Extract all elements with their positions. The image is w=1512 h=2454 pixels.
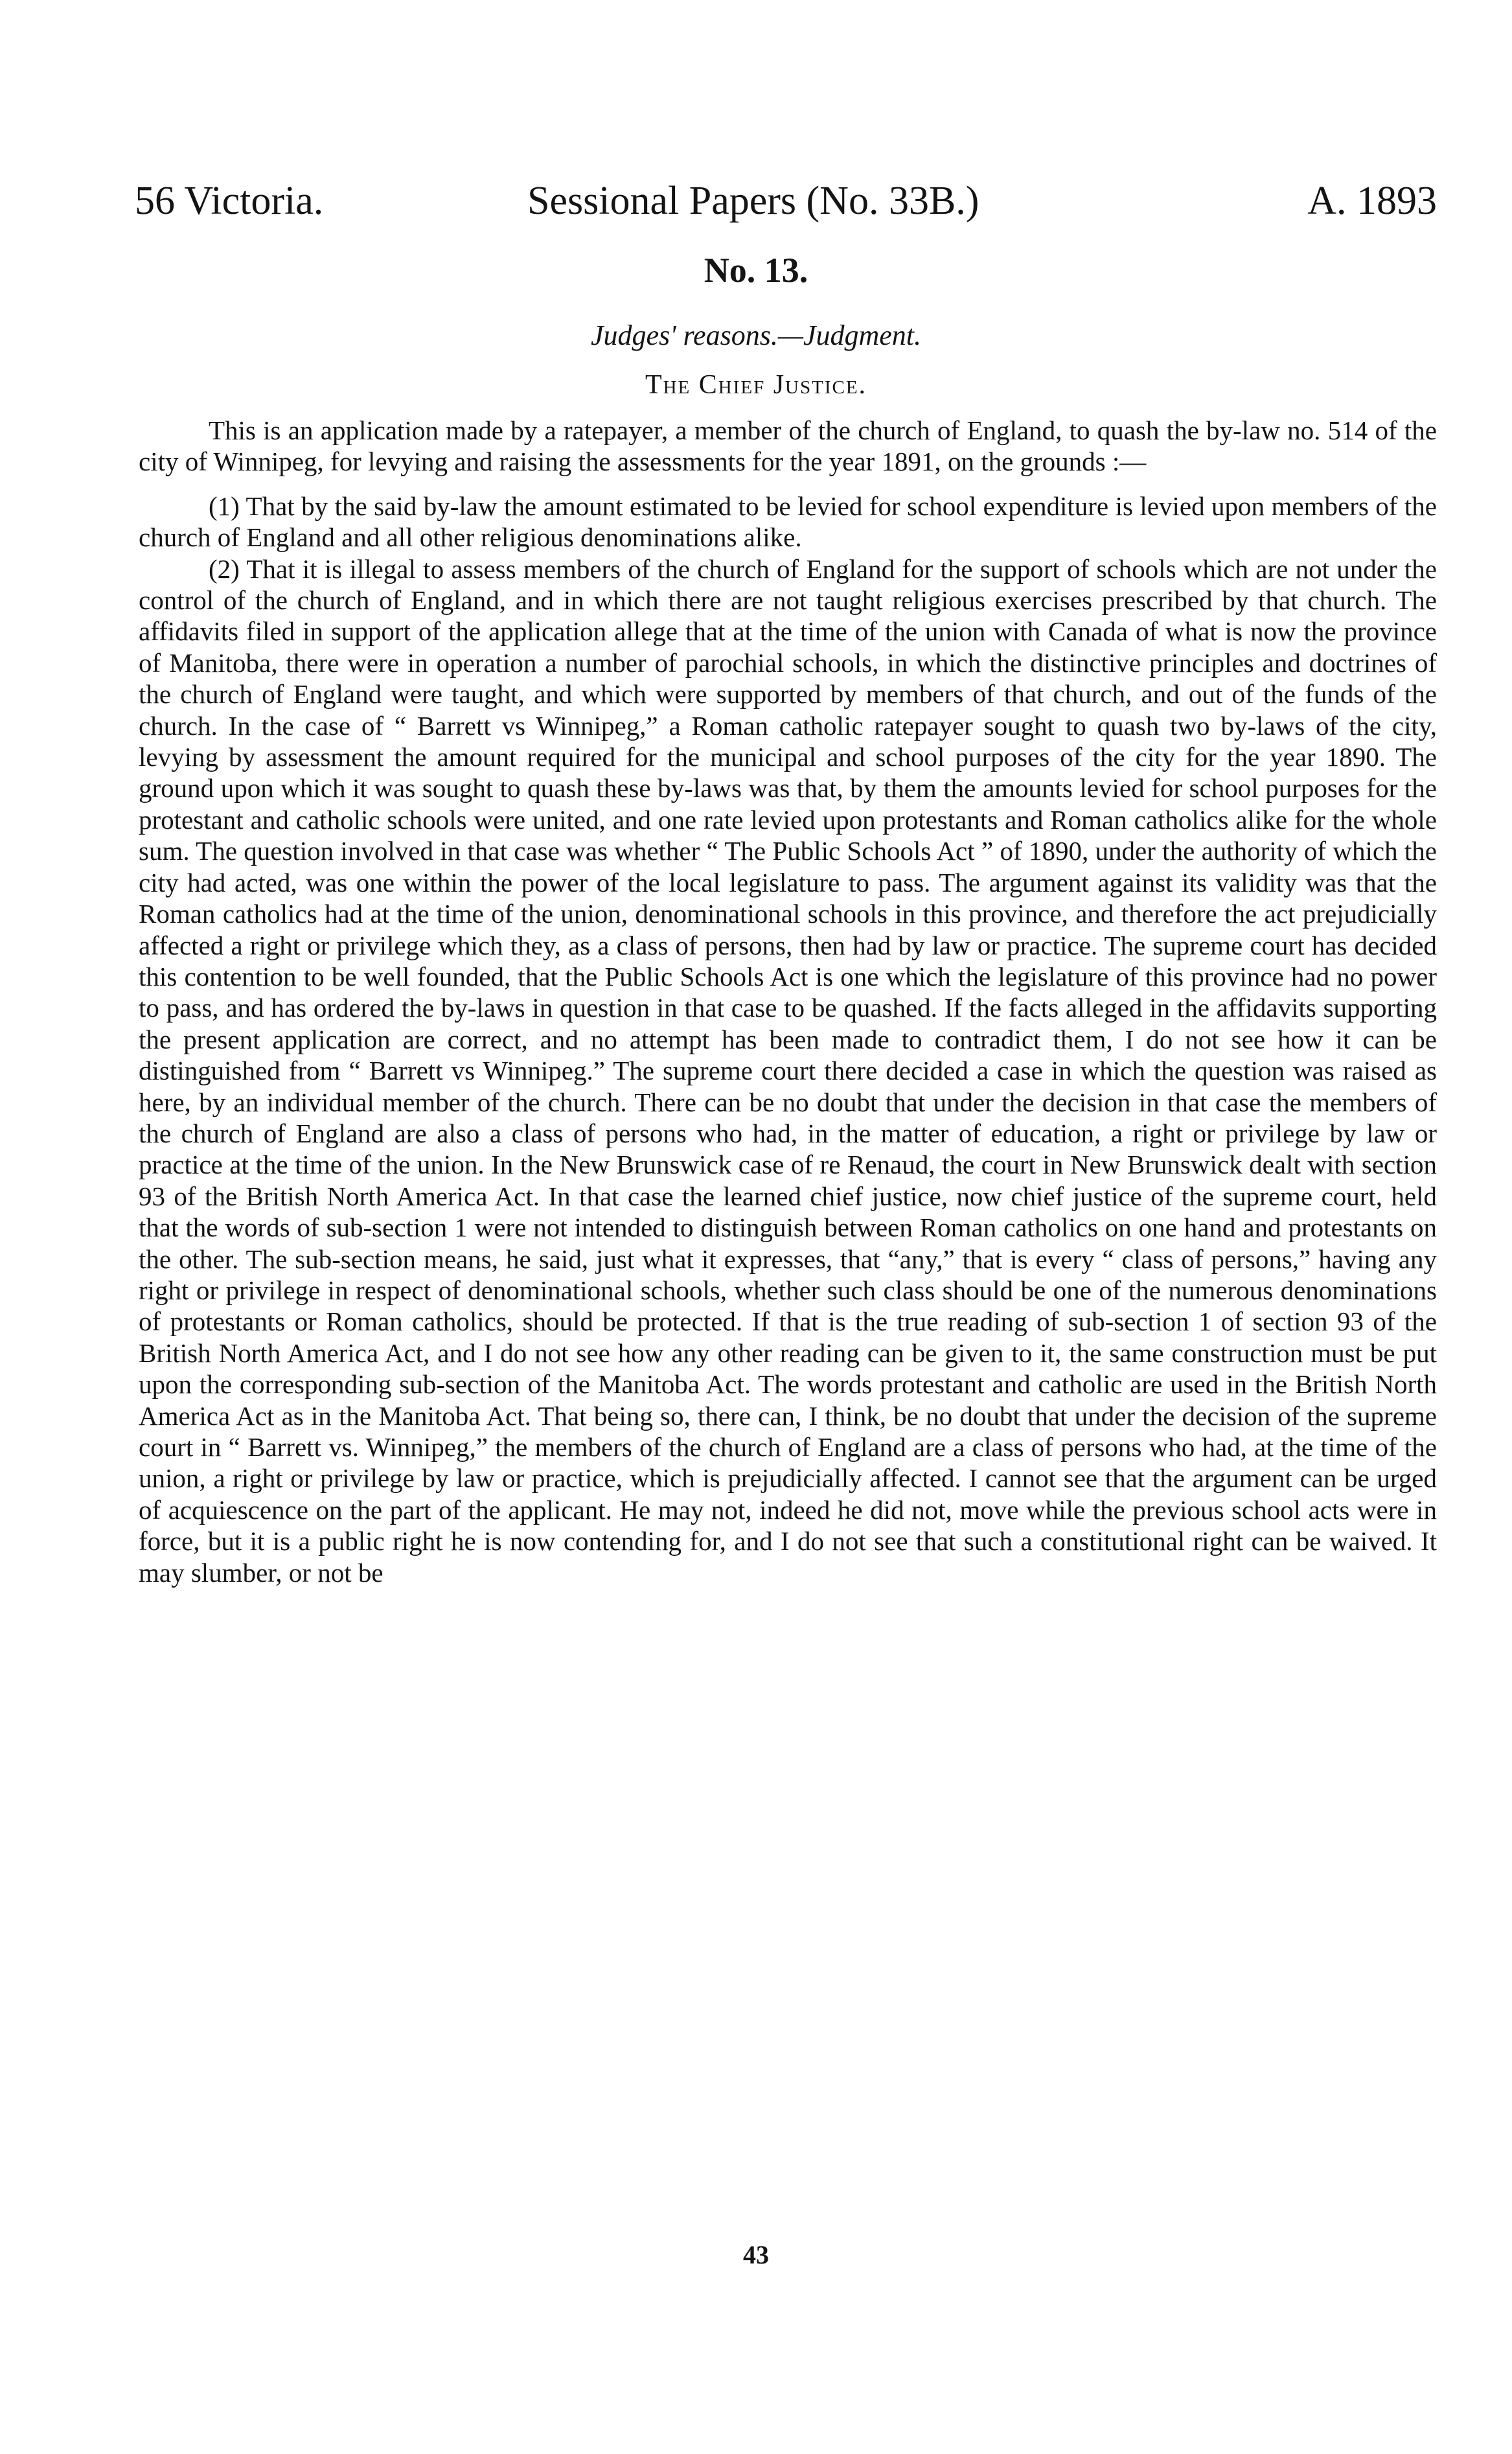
paragraph-intro: This is an application made by a ratepayer, a member of the church of England, to quash the by-law no. 514 of the city of Winnipeg, for levying and raising the assessments for the year 1891, on the grounds :— xyxy=(139,415,1437,477)
sessional-papers-title: Sessional Papers (No. 33B.) xyxy=(527,179,979,223)
section-heading: The Chief Justice. xyxy=(645,370,867,400)
running-header xyxy=(135,175,1437,227)
paragraph-ground-2: (2) That it is illegal to assess members of the church of England for the support of schools which are not under the control of the church of England, and in which there are not taught religious exercises prescribed by that church. The affidavits filed in support of the application allege that at the time of the union with Canada of what is now the province of Manitoba, there were in operation a number of parochial schools, in which the distinctive principles and doctrines of the church of England were taught, and which were supported by members of that church, and out of the funds of the church. In the case of “ Barrett vs Winnipeg,” a Roman catholic ratepayer sought to quash two by-laws of the city, levying by assessment the amount required for the municipal and school purposes of the city for the year 1890. The ground upon which it was sought to quash these by-laws was that, by them the amounts levied for school purposes for the protestant and catholic schools were united, and one rate levied upon protestants and Roman catholics alike for the whole sum. The question involved in that case was whether “ The Public Schools Act ” of 1890, under the authority of which the city had acted, was one within the power of the local legislature to pass. The argument against its validity was that the Roman catholics had at the time of the union, denominational schools in this province, and therefore the act prejudicially affected a right or privilege which they, as a class of persons, then had by law or practice. The supreme court has decided this contention to be well founded, that the Public Schools Act is one which the legislature of this province had no power to pass, and has ordered the by-laws in question in that case to be quashed. If the facts alleged in the affidavits supporting the present application are correct, and no attempt has been made to contradict them, I do not see how it can be distinguished from “ Barrett vs Winnipeg.” The supreme court there decided a case in which the question was raised as here, by an individual member of the church. There can be no doubt that under the decision in that case the members of the church of England are also a class of persons who had, in the matter of education, a right or privilege by law or practice at the time of the union. In the New Brunswick case of re Renaud, the court in New Brunswick dealt with section 93 of the British North America Act. In that case the learned chief justice, now chief justice of the supreme court, held that the words of sub-section 1 were not intended to distinguish between Roman catholics on one hand and protestants on the other. The sub-section means, he said, just what it expresses, that “any,” that is every “ class of persons,” having any right or privilege in respect of denominational schools, whether such class should be one of the numerous denominations of protestants or Roman catholics, should be protected. If that is the true reading of sub-section 1 of section 93 of the British North America Act, and I do not see how any other reading can be given to it, the same construction must be put upon the corresponding sub-section of the Manitoba Act. The words protestant and catholic are used in the British North America Act as in the Manitoba Act. That being so, there can, I think, be no doubt that under the decision of the supreme court in “ Barrett vs. Winnipeg,” the members of the church of England are a class of persons who had, at the time of the union, a right or privilege by law or practice, which is prejudicially affected. I cannot see that the argument can be urged of acquiescence on the part of the applicant. He may not, indeed he did not, move while the previous school acts were in force, but it is a public right he is now contending for, and I do not see that such a constitutional right can be waived. It may slumber, or not be xyxy=(139,553,1437,1588)
judgment-body xyxy=(139,415,1437,1588)
regnal-year: 56 Victoria. xyxy=(135,179,324,223)
page-number: 43 xyxy=(743,2240,769,2269)
document-number: No. 13. xyxy=(704,251,808,290)
year-label: A. 1893 xyxy=(1307,179,1437,223)
paragraph-ground-1: (1) That by the said by-law the amount estimated to be levied for school expenditure is levied upon members of the church of England and all other religious denominations alike. xyxy=(139,491,1437,553)
document-subtitle: Judges' reasons.—Judgment. xyxy=(590,319,922,351)
